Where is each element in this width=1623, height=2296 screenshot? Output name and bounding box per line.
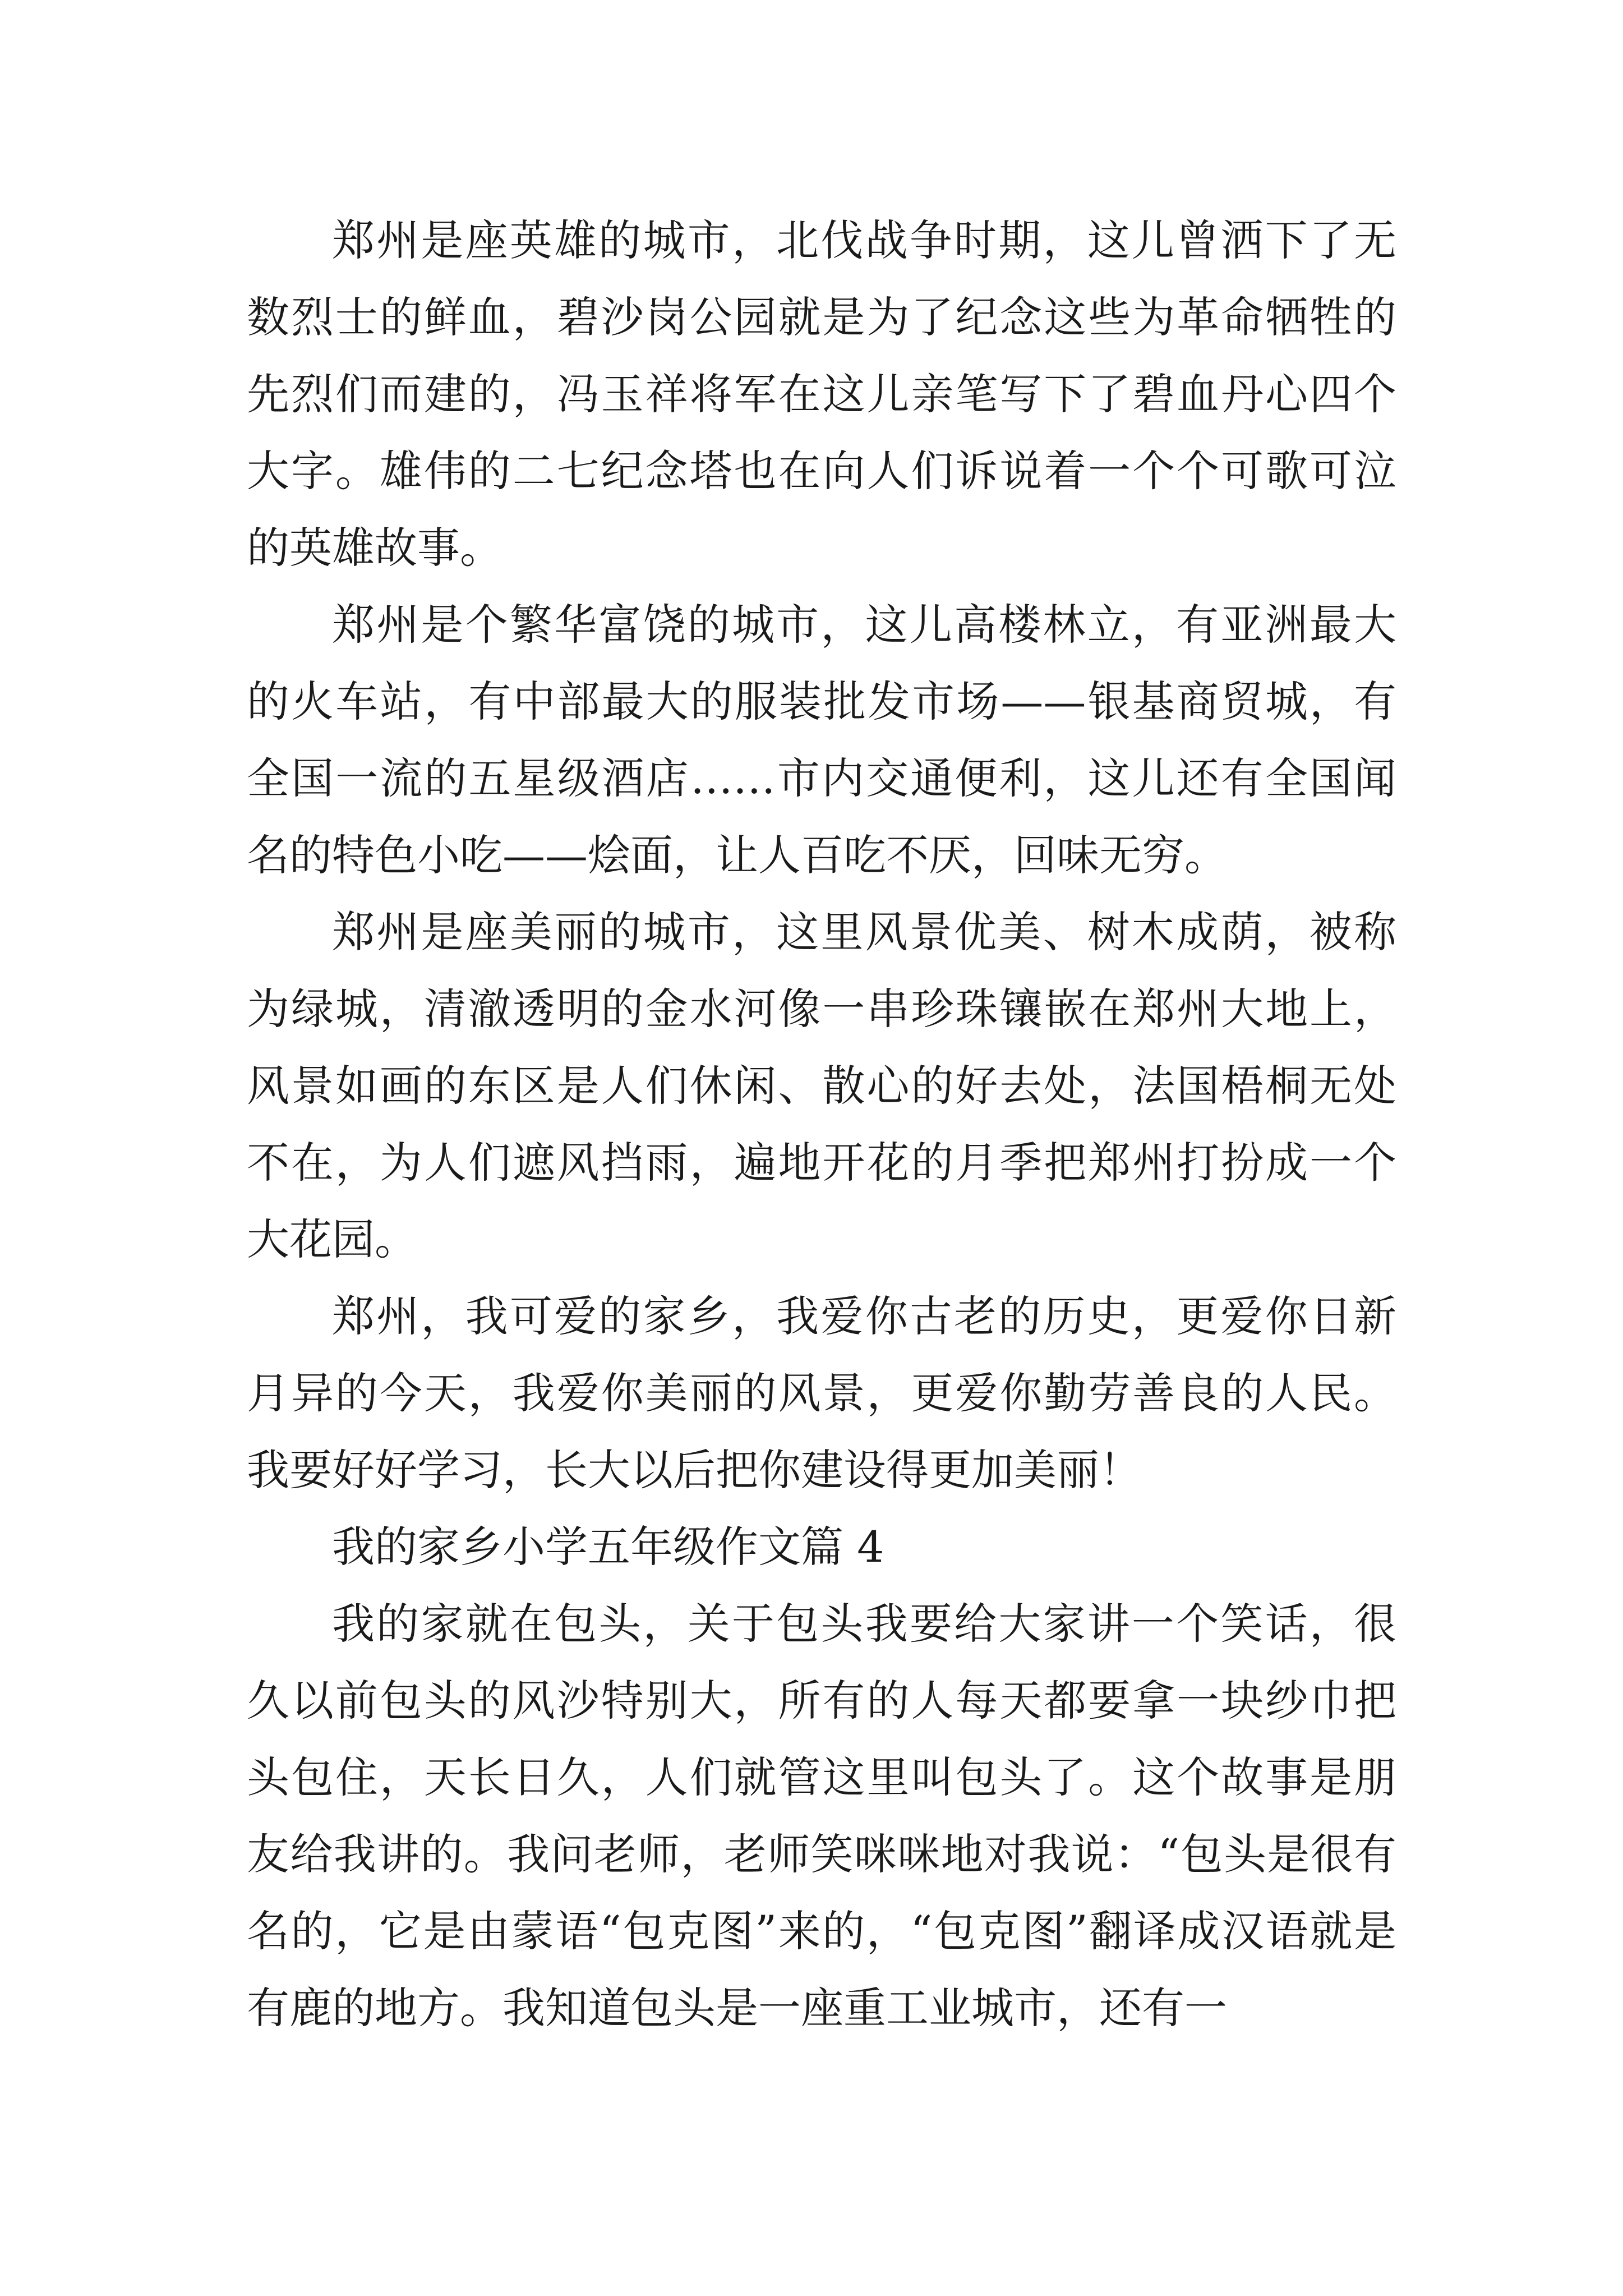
- paragraph-beautiful-city: 郑州是座美丽的城市，这里风景优美、树木成荫，被称为绿城，清澈透明的金水河像一串珍珠镶嵌在郑州大地上，风景如画的东区是人们休闲、散心的好去处，法国梧桐无处不在，为人们遮风挡雨，遍地开花的月季把郑州打扮成一个大花园。: [247, 907, 1396, 1264]
- paragraph-heroic-city: 郑州是座英雄的城市，北伐战争时期，这儿曾洒下了无数烈士的鲜血，碧沙岗公园就是为了纪念这些为革命牺牲的先烈们而建的，冯玉祥将军在这儿亲笔写下了碧血丹心四个大字。雄伟的二七纪念塔也在向人们诉说着一个个可歌可泣的英雄故事。: [247, 215, 1396, 573]
- paragraph-prosperous-city: 郑州是个繁华富饶的城市，这儿高楼林立，有亚洲最大的火车站，有中部最大的服装批发市场——银基商贸城，有全国一流的五星级酒店……市内交通便利，这儿还有全国闻名的特色小吃——烩面，让人百吃不厌，回味无穷。: [247, 600, 1396, 880]
- paragraph-lovely-hometown: 郑州，我可爱的家乡，我爱你古老的历史，更爱你日新月异的今天，我爱你美丽的风景，更爱你勤劳善良的人民。我要好好学习，长大以后把你建设得更加美丽！: [247, 1291, 1396, 1495]
- body-text: [247, 202, 1396, 2046]
- paragraph-baotou: 我的家就在包头，关于包头我要给大家讲一个笑话，很久以前包头的风沙特别大，所有的人每天都要拿一块纱巾把头包住，天长日久，人们就管这里叫包头了。这个故事是朋友给我讲的。我问老师，老师笑咪咪地对我说：“包头是很有名的，它是由蒙语“包克图”来的，“包克图”翻译成汉语就是有鹿的地方。我知道包头是一座重工业城市，还有一: [247, 1599, 1396, 2033]
- section-heading: 我的家乡小学五年级作文篇 4: [332, 1522, 884, 1572]
